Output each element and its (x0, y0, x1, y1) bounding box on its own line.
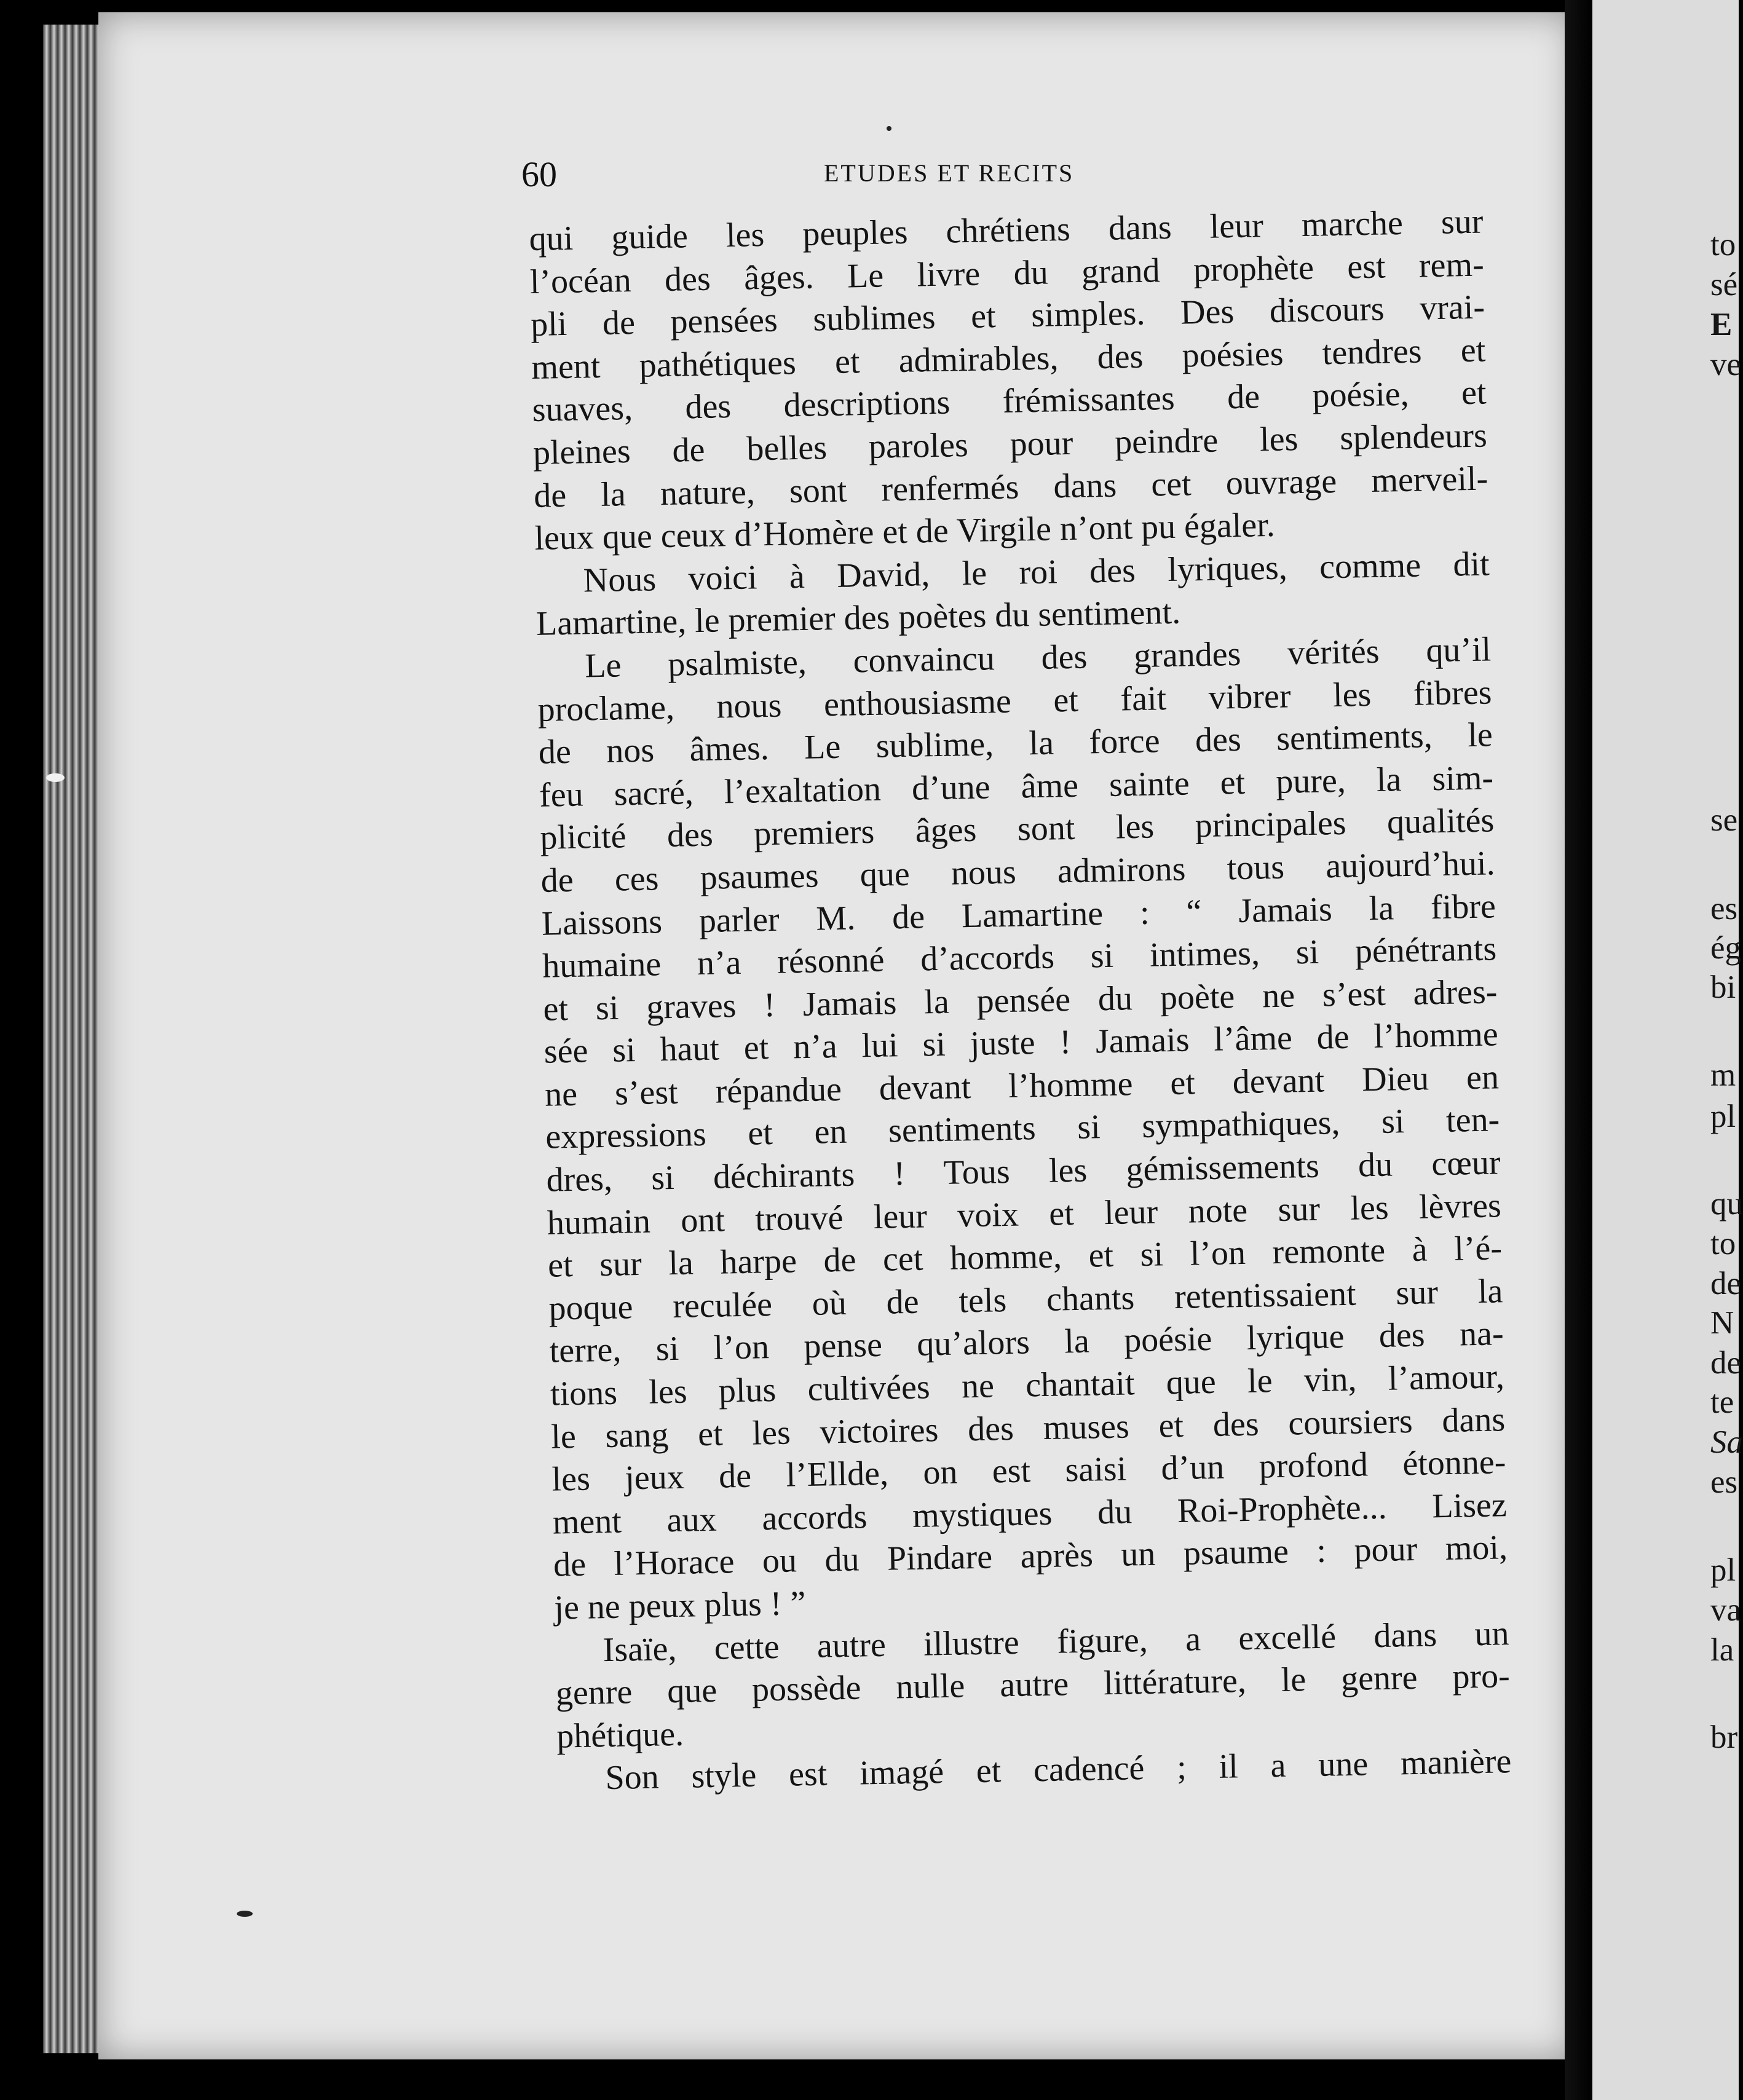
facing-page-fragment: sé (1710, 267, 1738, 302)
body-text (529, 201, 1512, 1801)
facing-page-fragment: to (1710, 227, 1736, 262)
page-number: 60 (521, 154, 557, 194)
facing-page-fragment: E (1710, 307, 1733, 342)
facing-page-fragment: bi (1710, 969, 1736, 1005)
text-line: de l’Horace ou du Pindare après un psaume : pour moi, (553, 1528, 1508, 1585)
text-line: plicité des premiers âges sont les principales qualités (539, 801, 1495, 858)
text-line: Laissons parler M. de Lamartine : “ Jamais la fibre (541, 886, 1496, 943)
text-line: feu sacré, l’exaltation d’une âme sainte et pure, la sim- (539, 759, 1494, 815)
text-line: Le psalmiste, convaincu des grandes vérités qu’il (584, 630, 1492, 685)
text-line: terre, si l’on pense qu’alors la poésie lyrique des na- (549, 1314, 1504, 1371)
text-line: je ne peux plus ! ” (553, 1584, 806, 1627)
text-line: les jeux de l’Ellde, on est saisi d’un profond étonne- (551, 1443, 1506, 1499)
facing-page-fragment: pl (1710, 1552, 1736, 1588)
facing-page-fragment: ég (1710, 930, 1742, 966)
facing-page-fragment: ve (1710, 347, 1742, 382)
text-line: leux que ceux d’Homère et de Virgile n’ont pu égaler. (534, 506, 1276, 558)
text-line: Isaïe, cette autre illustre figure, a excellé dans un (603, 1614, 1510, 1669)
text-line: dres, si déchirants ! Tous les gémissements du cœur (546, 1143, 1501, 1199)
text-line: Lamartine, le premier des poètes du sentiment. (536, 593, 1181, 644)
text-line: pli de pensées sublimes et simples. Des discours vrai- (530, 288, 1485, 344)
facing-page-fragment: te (1710, 1384, 1734, 1420)
facing-page-fragment: es (1710, 891, 1738, 926)
text-line: poque reculée où de tels chants retentissaient sur la (548, 1272, 1503, 1328)
text-line: de ces psaumes que nous admirons tous aujourd’hui. (540, 844, 1496, 900)
text-line: sée si haut et n’a lui si juste ! Jamais l’âme de l’homme (543, 1015, 1499, 1072)
facing-page-fragment: m (1710, 1057, 1736, 1093)
facing-page-fragment: de (1710, 1266, 1742, 1301)
facing-page-fragment: se (1710, 802, 1738, 838)
text-line: l’océan des âges. Le livre du grand prophète est rem- (529, 245, 1485, 301)
text-line: ment aux accords mystiques du Roi-Prophète... Lisez (552, 1486, 1508, 1542)
ink-speck (237, 1911, 253, 1917)
text-line: ne s’est répandue devant l’homme et devant Dieu en (544, 1058, 1500, 1114)
text-line: le sang et les victoires des muses et des coursiers dans (550, 1400, 1506, 1456)
text-line: proclame, nous enthousiasme et fait vibrer les fibres (537, 673, 1492, 729)
facing-page-fragment: qu (1710, 1186, 1743, 1222)
text-line: expressions et en sentiments si sympathiques, si ten- (545, 1100, 1500, 1157)
text-line: qui guide les peuples chrétiens dans leur marche sur (529, 202, 1484, 258)
facing-page-fragment: to (1710, 1226, 1736, 1261)
ink-speck (887, 126, 891, 131)
text-line: ment pathétiques et admirables, des poésies tendres et (531, 331, 1486, 387)
text-line: tions les plus cultivées ne chantait que le vin, l’amour, (550, 1357, 1505, 1413)
facing-page-fragment: Sa (1710, 1424, 1743, 1460)
text-line: et sur la harpe de cet homme, et si l’on remonte à l’é- (547, 1229, 1503, 1285)
text-line: de la nature, sont renfermés dans cet ouvrage merveil- (533, 459, 1488, 515)
facing-page-fragment: va (1710, 1592, 1742, 1628)
text-line: humain ont trouvé leur voix et leur note sur les lèvres (547, 1186, 1502, 1242)
text-line: et si graves ! Jamais la pensée du poète ne s’est adres- (543, 973, 1498, 1028)
running-title: ETUDES ET RECITS (824, 159, 1075, 187)
text-line: Nous voici à David, le roi des lyriques, comme dit (583, 545, 1490, 600)
text-line: pleines de belles paroles pour peindre les splendeurs (532, 416, 1488, 472)
facing-page-fragment: de (1710, 1345, 1742, 1381)
text-line: humaine n’a résonné d’accords si intimes, si pénétrants (542, 930, 1497, 985)
book-gutter (1565, 0, 1592, 2100)
text-line: suaves, des descriptions frémissantes de poésie, et (532, 373, 1487, 430)
text-line: de nos âmes. Le sublime, la force des sentiments, le (538, 716, 1493, 772)
facing-page-fragment: pl (1710, 1099, 1736, 1134)
facing-page-fragment: es (1710, 1464, 1738, 1500)
facing-page-fragment: br (1710, 1719, 1738, 1755)
text-line: phétique. (556, 1715, 684, 1756)
ink-speck (46, 773, 65, 782)
text-line: Son style est imagé et cadencé ; il a une manière (604, 1742, 1512, 1798)
facing-page-fragment: la (1710, 1632, 1734, 1668)
facing-page-fragment: N (1710, 1305, 1734, 1341)
text-line: genre que possède nulle autre littérature, le genre pro- (555, 1657, 1511, 1713)
